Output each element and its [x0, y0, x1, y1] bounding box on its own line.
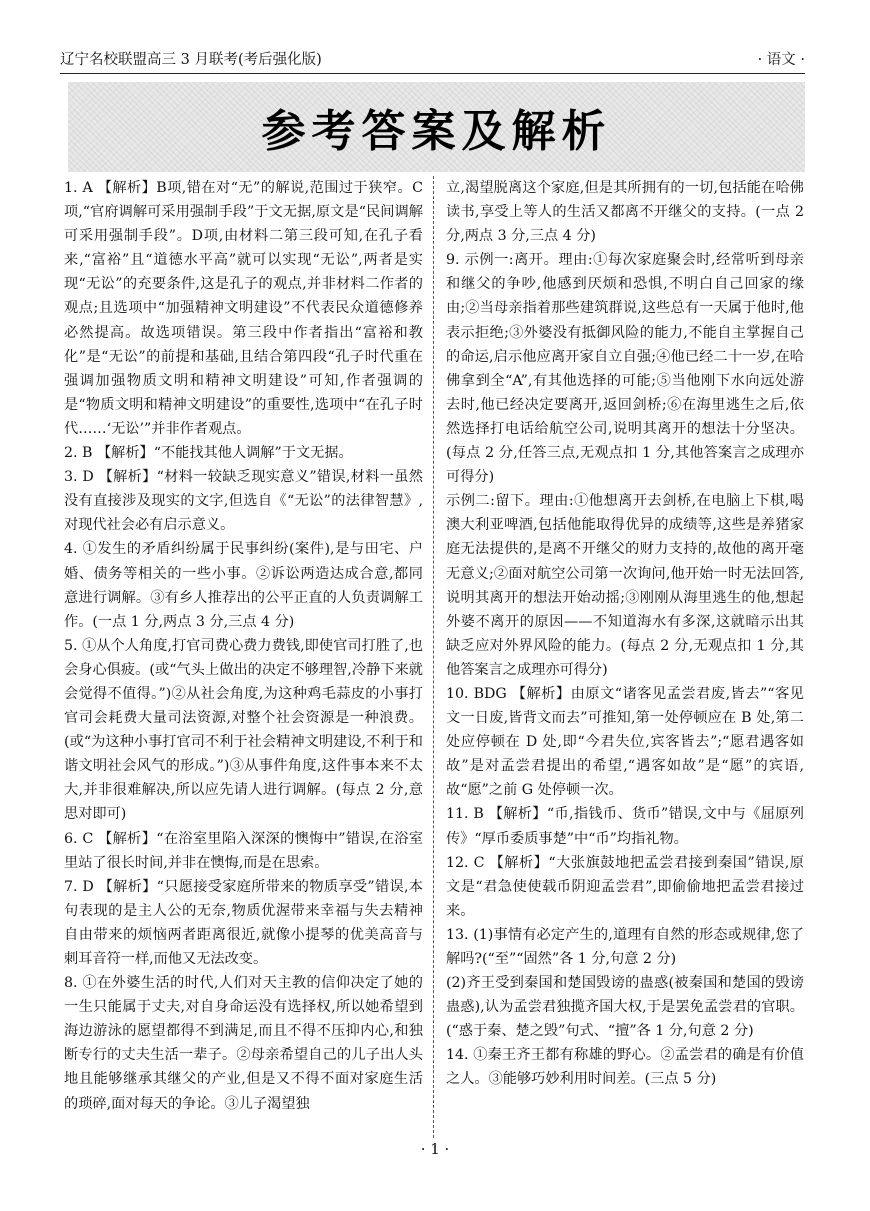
- answer-item: 立,渴望脱离这个家庭,但是其所拥有的一切,包括能在哈佛读书,享受上等人的生活又都离不开继父的支持。(一点 2 分,两点 3 分,三点 4 分): [446, 180, 804, 245]
- answer-item: (2)齐王受到秦国和楚国毁谤的蛊惑(被秦国和楚国的毁谤蛊惑),认为孟尝君独揽齐国大权,于是罢免孟尝君的官职。(“惑于秦、楚之毁”句式、“擅”各 1 分,句意 2 分): [446, 975, 804, 1040]
- header-subject: · 语文 ·: [757, 52, 805, 68]
- answer-item: 12. C 【解析】“大张旗鼓地把孟尝君接到秦国”错误,原文是“君急使使载币阴迎孟尝君”,即偷偷地把孟尝君接过来。: [446, 854, 804, 919]
- answer-item: 14. ①秦王齐王都有称雄的野心。②孟尝君的确是有价值之人。③能够巧妙利用时间差。(三点 5 分): [446, 1047, 804, 1088]
- page-number: · 1 ·: [420, 1140, 450, 1158]
- answer-item: 2. B 【解析】“不能找其他人调解”于文无据。: [64, 445, 353, 462]
- answer-item: 1. A 【解析】B项,错在对“无”的解说,范围过于狭窄。C项,“官府调解可采用强制手段”于文无据,原文是“民间调解可采用强制手段”。D项,由材料二第三段可知,在孔子看来,“富裕”且“道德水平高”就可以实现“无讼”,两者是实现“无讼”的充要条件,这是孔子的观点,并非材料二作者的观点;且选项中“加强精神文明建设”不代表民众道德修养必然提高。故选项错误。第三段中作者指出“富裕和教化”是“无讼”的前提和基础,且结合第四段“孔子时代重在强调加强物质文明和精神文明建设”可知,作者强调的是“物质文明和精神文明建设”的重要性,选项中“在孔子时代……‘无讼’”并非作者观点。: [64, 180, 423, 437]
- answer-item: 8. ①在外婆生活的时代,人们对天主教的信仰决定了她的一生只能属于丈夫,对自身命运没有选择权,所以她希望到海边游泳的愿望都得不到满足,而且不得不压抑内心,和独断专行的丈夫生活一辈子。②母亲希望自己的儿子出人头地且能够继承其继父的产业,但是又不得不面对家庭生活的琐碎,面对每天的争论。③儿子渴望独: [64, 975, 423, 1112]
- answer-columns: [60, 176, 808, 1138]
- header-exam-title: 辽宁名校联盟高三 3 月联考(考后强化版): [60, 52, 322, 68]
- answer-item: 11. B 【解析】“币,指钱币、货币”错误,文中与《屈原列传》“厚币委质事楚”中“币”均指礼物。: [446, 806, 804, 847]
- answer-item: 10. BDG 【解析】由原文“诸客见孟尝君废,皆去”“客见文一日废,皆背文而去”可推知,第一处停顿应在 B 处,第二处应停顿在 D 处,即“今君失位,宾客皆去”;“愿君遇客如故”是对孟尝君提出的希望,“遇客如故”是“愿”的宾语,故“愿”之前 G 处停顿一次。: [446, 685, 804, 799]
- answer-item: 4. ①发生的矛盾纠纷属于民事纠纷(案件),是与田宅、户婚、债务等相关的一些小事。②诉讼两造达成合意,都同意进行调解。③有乡人推荐出的公平正直的人负责调解工作。(一点 1 分,两点 3 分,三点 4 分): [64, 541, 423, 630]
- answer-item: 9. 示例一:离开。理由:①每次家庭聚会时,经常听到母亲和继父的争吵,他感到厌烦和恐惧,不明白自己回家的缘由;②当母亲指着那些建筑群说,这些总有一天属于他时,他表示拒绝;③外婆没有抵御风险的能力,不能自主掌握自己的命运,启示他应离开家自立自强;④他已经二十一岁,在哈佛拿到全“A”,有其他选择的可能;⑤当他刚下水向远处游去时,他已经决定要离开,返回剑桥;⑥在海里逃生之后,依然选择打电话给航空公司,说明其离开的想法十分坚决。(每点 2 分,任答三点,无观点扣 1 分,其他答案言之成理亦可得分): [446, 252, 804, 486]
- answer-item: 5. ①从个人角度,打官司费心费力费钱,即使官司打胜了,也会身心俱疲。(或“气头上做出的决定不够理智,冷静下来就会觉得不值得。”)②从社会角度,为这种鸡毛蒜皮的小事打官司会耗费大量司法资源,对整个社会资源是一种浪费。(或“为这种小事打官司不利于社会精神文明建设,不利于和谐文明社会风气的形成。”)③从事件角度,这件事本来不太大,并非很难解决,所以应先请人进行调解。(每点 2 分,意思对即可): [64, 637, 423, 823]
- right-column: [434, 176, 808, 1138]
- page-header: [60, 48, 805, 74]
- banner-title: 参考答案及解析: [261, 106, 612, 157]
- left-column: [60, 176, 434, 1138]
- answer-item: 13. (1)事情有必定产生的,道理有自然的形态或规律,您了解吗?(“至”“固然”各 1 分,句意 2 分): [446, 926, 804, 967]
- answer-item: 示例二:留下。理由:①他想离开去剑桥,在电脑上下棋,喝澳大利亚啤酒,包括他能取得优异的成绩等,这些是养猪家庭无法提供的,是离不开继父的财力支持的,故他的离开毫无意义;②面对航空公司第一次询问,他开始一时无法回答,说明其离开的想法开始动摇;③刚刚从海里逃生的他,想起外婆不离开的原因——不知道海水有多深,这就暗示出其缺乏应对外界风险的能力。(每点 2 分,无观点扣 1 分,其他答案言之成理亦可得分): [446, 493, 804, 678]
- answer-item: 3. D 【解析】“材料一较缺乏现实意义”错误,材料一虽然没有直接涉及现实的文字,但选自《“无讼”的法律智慧》,对现代社会必有启示意义。: [64, 469, 423, 534]
- answer-item: 6. C 【解析】“在浴室里陷入深深的懊悔中”错误,在浴室里站了很长时间,并非在懊悔,而是在思索。: [64, 830, 423, 871]
- answer-item: 7. D 【解析】“只愿接受家庭所带来的物质享受”错误,本句表现的是主人公的无奈,物质优渥带来幸福与失去精神自由带来的烦恼两者距离很近,就像小提琴的优美高音与刺耳音符一样,而他又无法改变。: [64, 878, 423, 967]
- title-banner: [68, 82, 805, 172]
